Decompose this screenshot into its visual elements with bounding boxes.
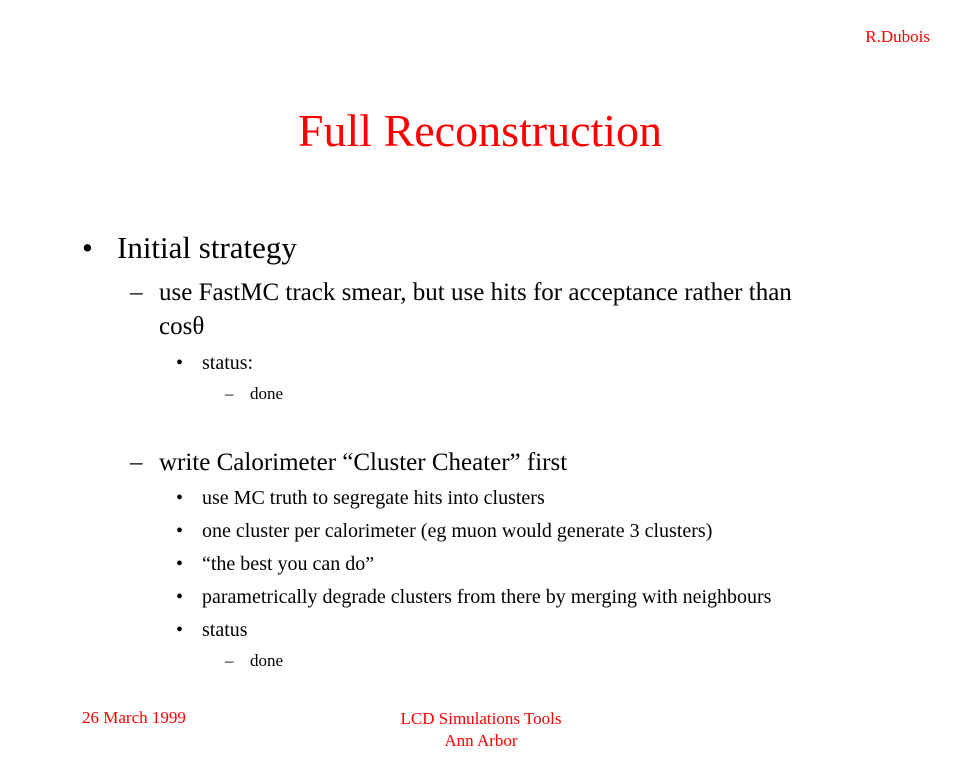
- status-label: status:: [202, 352, 254, 374]
- bullet-marker: •: [176, 553, 184, 575]
- list-item: status: [202, 619, 248, 641]
- bullet-initial-strategy: Initial strategy: [117, 230, 297, 265]
- list-item: parametrically degrade clusters from there by merging with neighbours: [202, 586, 772, 608]
- slide-title: Full Reconstruction: [297, 105, 663, 156]
- bullet-marker: •: [176, 520, 184, 542]
- footer-event-title: LCD Simulations Tools: [400, 709, 562, 728]
- bullet-marker: •: [176, 586, 184, 608]
- footer-date: 26 March 1999: [82, 708, 186, 727]
- list-item: “the best you can do”: [202, 553, 375, 575]
- bullet-marker: •: [82, 230, 93, 265]
- list-item: one cluster per calorimeter (eg muon would generate 3 clusters): [202, 520, 713, 542]
- bullet-marker: •: [176, 619, 184, 641]
- footer-center: [331, 708, 631, 752]
- bullet-marker: •: [176, 352, 184, 374]
- author-name: R.Dubois: [865, 27, 930, 46]
- dash-marker: –: [130, 449, 143, 476]
- status-done: done: [250, 384, 284, 403]
- bullet-marker: •: [176, 487, 184, 509]
- footer-location: Ann Arbor: [444, 731, 518, 750]
- list-item: use MC truth to segregate hits into clusters: [202, 487, 545, 509]
- dash-marker: –: [225, 651, 234, 670]
- subitem-cluster-cheater: write Calorimeter “Cluster Cheater” first: [159, 449, 568, 476]
- dash-marker: –: [225, 384, 234, 403]
- subitem-fastmc-line2: cosθ: [159, 313, 205, 340]
- dash-marker: –: [130, 279, 143, 306]
- status-done: done: [250, 651, 284, 670]
- subitem-fastmc-line1: use FastMC track smear, but use hits for acceptance rather than: [159, 279, 792, 306]
